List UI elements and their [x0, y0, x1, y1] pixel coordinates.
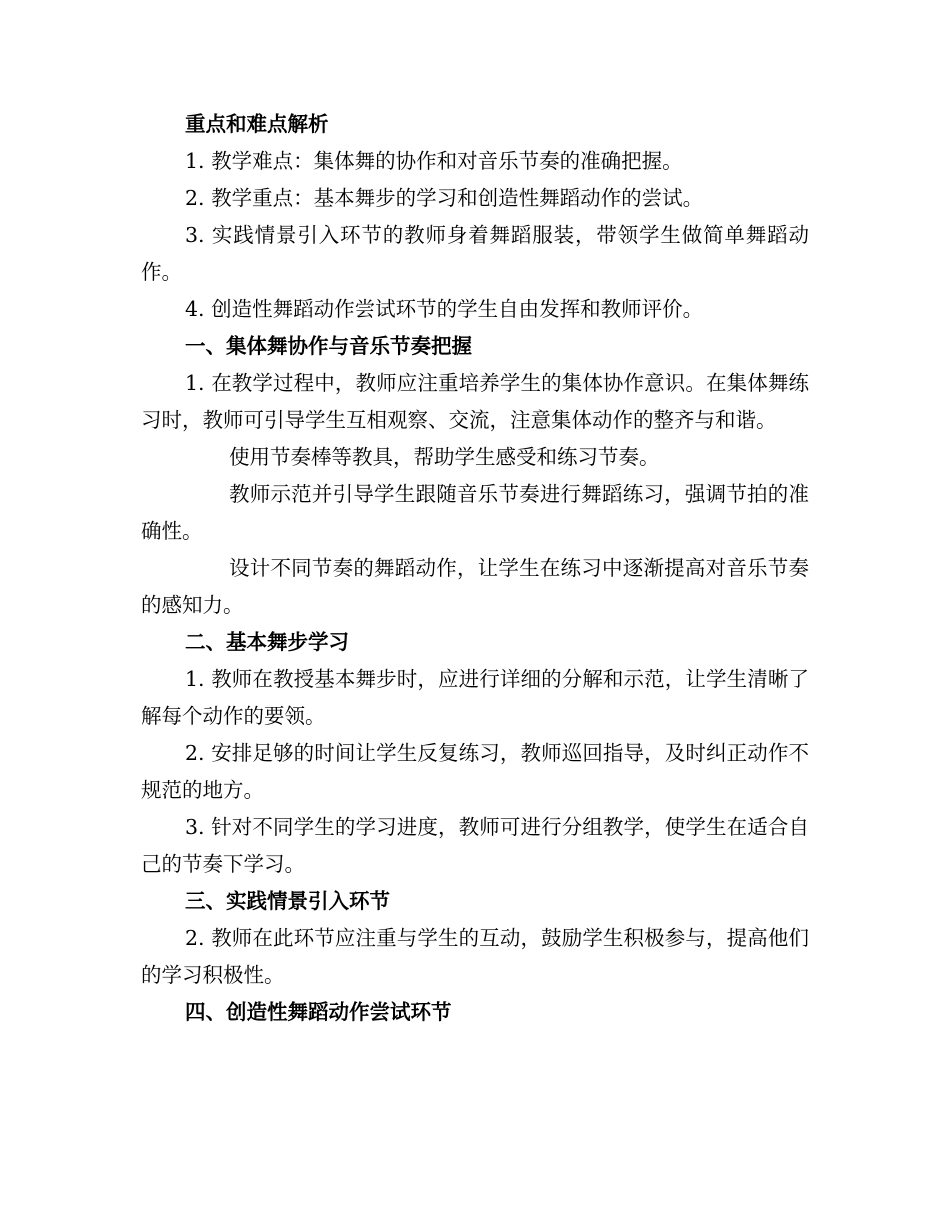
list-item: 4. 创造性舞蹈动作尝试环节的学生自由发挥和教师评价。 [185, 297, 704, 321]
list-item: 3. 针对不同学生的学习进度，教师可进行分组教学，使学生在适合自己的节奏下学习。 [141, 815, 809, 876]
list-item: 2. 安排足够的时间让学生反复练习，教师巡回指导，及时纠正动作不规范的地方。 [141, 741, 809, 802]
list-item: 3. 实践情景引入环节的教师身着舞蹈服装，带领学生做简单舞蹈动作。 [141, 223, 809, 284]
section-heading: 四、创造性舞蹈动作尝试环节 [185, 1000, 452, 1024]
list-item: 1. 在教学过程中，教师应注重培养学生的集体协作意识。在集体舞练习时，教师可引导学生互相观察、交流，注意集体动作的整齐与和谐。 [141, 371, 809, 432]
list-item: 2. 教师在此环节应注重与学生的互动，鼓励学生积极参与，提高他们的学习积极性。 [141, 926, 809, 987]
section-heading: 二、基本舞步学习 [185, 630, 349, 654]
sub-paragraph: 设计不同节奏的舞蹈动作，让学生在练习中逐渐提高对音乐节奏的感知力。 [141, 556, 809, 617]
section-heading: 三、实践情景引入环节 [185, 889, 390, 913]
document-body [141, 106, 809, 1031]
sub-paragraph: 使用节奏棒等教具，帮助学生感受和练习节奏。 [229, 445, 660, 469]
list-item: 1. 教学难点：集体舞的协作和对音乐节奏的准确把握。 [185, 149, 683, 173]
section-heading: 一、集体舞协作与音乐节奏把握 [185, 334, 472, 358]
section-heading: 重点和难点解析 [185, 112, 329, 136]
list-item: 1. 教师在教授基本舞步时，应进行详细的分解和示范，让学生清晰了解每个动作的要领。 [141, 667, 809, 728]
sub-paragraph: 教师示范并引导学生跟随音乐节奏进行舞蹈练习，强调节拍的准确性。 [141, 482, 809, 543]
list-item: 2. 教学重点：基本舞步的学习和创造性舞蹈动作的尝试。 [185, 186, 704, 210]
